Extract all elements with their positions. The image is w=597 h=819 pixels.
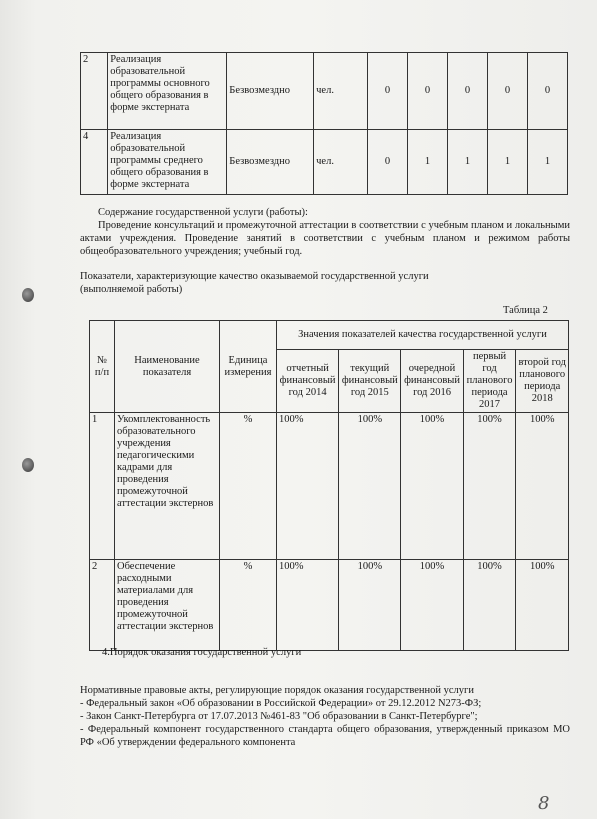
value-cell: 0 — [527, 53, 567, 130]
header-year: текущий финансовый год 2015 — [339, 350, 401, 413]
value-cell: 100% — [277, 413, 339, 560]
page-number: 8 — [538, 793, 550, 814]
row-number: 2 — [81, 53, 108, 130]
value-cell: 100% — [516, 560, 569, 651]
value-cell: 1 — [487, 130, 527, 195]
table-row — [81, 53, 568, 130]
unit-cell: чел. — [314, 130, 368, 195]
header-values-group: Значения показателей качества государственной услуги — [277, 321, 569, 350]
value-cell: 0 — [408, 53, 448, 130]
value-cell: 100% — [463, 413, 516, 560]
value-cell: 100% — [401, 560, 463, 651]
row-number: 4 — [81, 130, 108, 195]
content-text: Проведение консультаций и промежуточной аттестации в соответствии с учебным планом и локальными актами учреждения. Проведение занятий в соответствии с учебным планом и режимом работы общеобразовательного учреждения; учебный год. — [80, 220, 570, 257]
value-cell: 100% — [401, 413, 463, 560]
table-header-row — [90, 321, 569, 350]
value-cell: 0 — [447, 53, 487, 130]
indicators-heading: Показатели, характеризующие качество оказываемой государственной услуги — [80, 271, 429, 282]
unit-cell: % — [220, 560, 277, 651]
row-number: 2 — [90, 560, 115, 651]
unit-cell: % — [220, 413, 277, 560]
content-heading: Содержание государственной услуги (работы): — [98, 207, 308, 218]
acts-item: - Федеральный компонент государственного стандарта общего образования, утвержденный приказом МО РФ «Об утверждении федерального компонента — [80, 724, 570, 748]
header-year: первый год планового периода 2017 — [463, 350, 516, 413]
header-name: Наименование показателя — [115, 321, 220, 413]
indicator-name: Укомплектованность образовательного учреждения педагогическими кадрами для проведения промежуточной аттестации экстернов — [115, 413, 220, 560]
payment-type: Безвозмездно — [227, 130, 314, 195]
quality-indicators-table — [89, 320, 569, 651]
order-heading: 4.Порядок оказания государственной услуги — [102, 647, 302, 658]
service-name: Реализация образовательной программы основного общего образования в форме экстерната — [108, 53, 227, 130]
value-cell: 0 — [487, 53, 527, 130]
value-cell: 100% — [339, 413, 401, 560]
acts-heading: Нормативные правовые акты, регулирующие порядок оказания государственной услуги — [80, 685, 474, 696]
punch-hole — [22, 458, 34, 472]
acts-item: - Федеральный закон «Об образовании в Российской Федерации» от 29.12.2012 N273-ФЗ; — [80, 698, 482, 709]
punch-hole — [22, 288, 34, 302]
header-num: № п/п — [90, 321, 115, 413]
row-number: 1 — [90, 413, 115, 560]
indicators-subheading: (выполняемой работы) — [80, 284, 183, 295]
value-cell: 1 — [527, 130, 567, 195]
acts-item: - Закон Санкт-Петербурга от 17.07.2013 №461-83 "Об образовании в Санкт-Петербурге"; — [80, 711, 478, 722]
table-label: Таблица 2 — [503, 305, 548, 316]
value-cell: 100% — [516, 413, 569, 560]
value-cell: 0 — [368, 53, 408, 130]
table-row — [90, 560, 569, 651]
value-cell: 100% — [277, 560, 339, 651]
header-year: отчетный финансовый год 2014 — [277, 350, 339, 413]
service-name: Реализация образовательной программы среднего общего образования в форме экстерната — [108, 130, 227, 195]
value-cell: 0 — [368, 130, 408, 195]
value-cell: 1 — [447, 130, 487, 195]
payment-type: Безвозмездно — [227, 53, 314, 130]
unit-cell: чел. — [314, 53, 368, 130]
value-cell: 100% — [339, 560, 401, 651]
indicator-name: Обеспечение расходными материалами для проведения промежуточной аттестации экстернов — [115, 560, 220, 651]
header-year: второй год планового периода 2018 — [516, 350, 569, 413]
header-unit: Единица измерения — [220, 321, 277, 413]
table-row — [90, 413, 569, 560]
value-cell: 1 — [408, 130, 448, 195]
value-cell: 100% — [463, 560, 516, 651]
table-row — [81, 130, 568, 195]
services-volume-table — [80, 52, 568, 195]
header-year: очередной финансовый год 2016 — [401, 350, 463, 413]
